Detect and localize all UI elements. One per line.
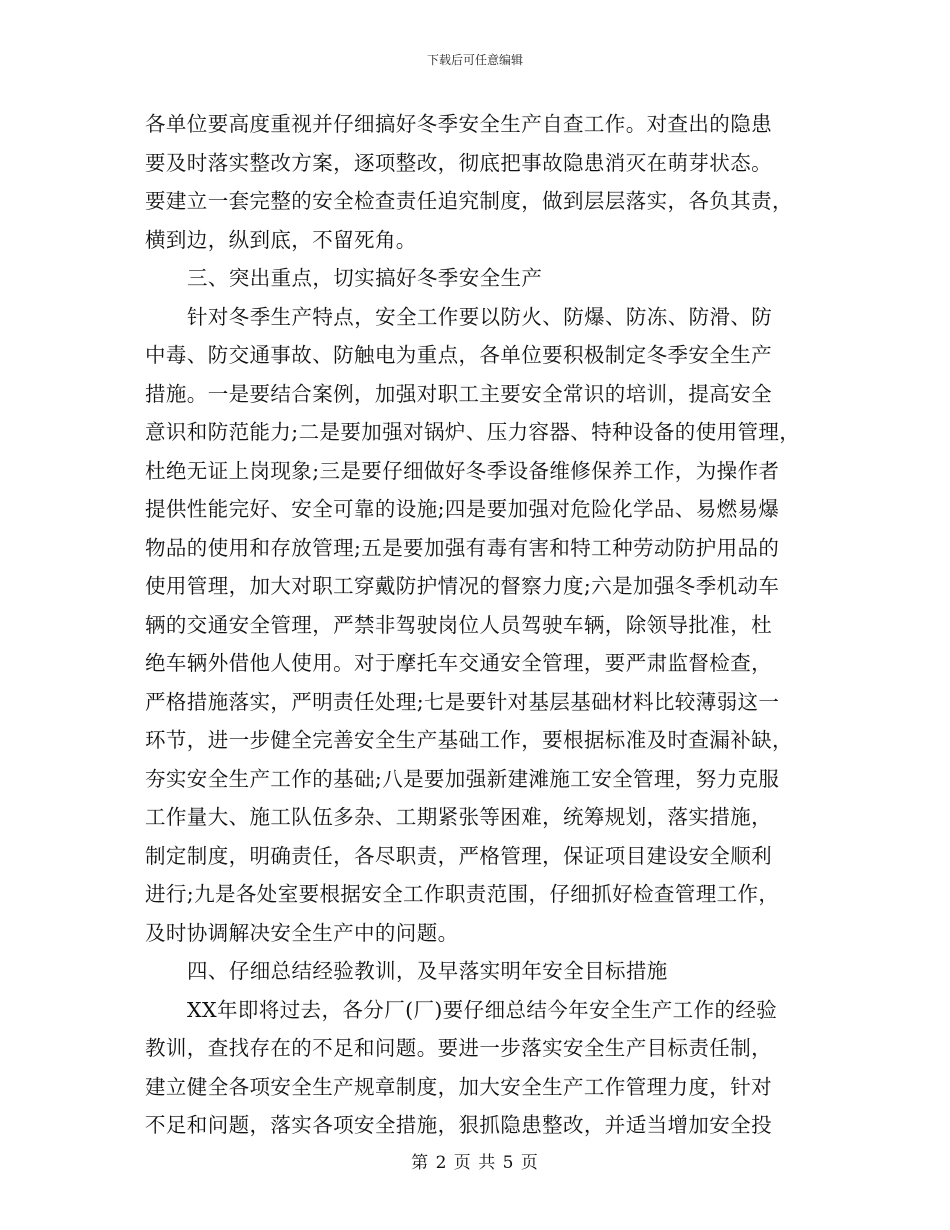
paragraph-line: 绝车辆外借他人使用。对于摩托车交通安全管理，要严肃监督检查，: [145, 651, 772, 675]
paragraph-line: 环节，进一步健全完善安全生产基础工作，要根据标准及时查漏补缺，: [145, 728, 793, 752]
paragraph-line: 要建立一套完整的安全检查责任追究制度，做到层层落实，各负其责，: [145, 189, 793, 213]
page-header-note: 下载后可任意编辑: [426, 53, 523, 67]
paragraph-line: 辆的交通安全管理，严禁非驾驶岗位人员驾驶车辆，除领导批准，杜: [145, 612, 772, 637]
paragraph-line: 教训，查找存在的不足和问题。要进一步落实安全生产目标责任制，: [145, 1036, 772, 1060]
page-footer: 第 2 页 共 5 页: [411, 1153, 539, 1173]
paragraph-line: 杜绝无证上岗现象;三是要仔细做好冬季设备维修保养工作，为操作者: [145, 458, 780, 483]
paragraph-line: 针对冬季生产特点，安全工作要以防火、防爆、防冻、防滑、防: [187, 304, 773, 329]
document-body: [145, 105, 825, 1145]
paragraph-line: 夯实安全生产工作的基础;八是要加强新建滩施工安全管理，努力克服: [145, 766, 780, 791]
paragraph-line: 不足和问题，落实各项安全措施，狠抓隐患整改，并适当增加安全投: [145, 1113, 772, 1137]
paragraph-line: 建立健全各项安全生产规章制度，加大安全生产工作管理力度，针对: [145, 1074, 772, 1099]
paragraph-line: 意识和防范能力;二是要加强对锅炉、压力容器、特种设备的使用管理，: [145, 420, 801, 444]
paragraph-line: 要及时落实整改方案，逐项整改，彻底把事故隐患消灭在萌芽状态。: [145, 150, 772, 175]
paragraph-line: 进行;九是各处室要根据安全工作职责范围，仔细抓好检查管理工作，: [145, 882, 780, 906]
paragraph-line: 各单位要高度重视并仔细搞好冬季安全生产自查工作。对查出的隐患: [145, 112, 772, 136]
paragraph-line: 横到边，纵到底，不留死角。: [145, 227, 417, 252]
paragraph-line: XX年即将过去，各分厂(厂)要仔细总结今年安全生产工作的经验: [187, 997, 778, 1022]
paragraph-line: 措施。一是要结合案例，加强对职工主要安全常识的培训，提高安全: [145, 381, 772, 406]
paragraph-line: 制定制度，明确责任，各尽职责，严格管理，保证项目建设安全顺利: [145, 843, 772, 868]
paragraph-line: 严格措施落实，严明责任处理;七是要针对基层基础材料比较薄弱这一: [145, 689, 780, 714]
paragraph-line: 提供性能完好、安全可靠的设施;四是要加强对危险化学品、易燃易爆: [145, 497, 780, 521]
section-heading: 三、突出重点，切实搞好冬季安全生产: [187, 266, 543, 290]
paragraph-line: 及时协调解决安全生产中的问题。: [145, 920, 459, 945]
section-heading: 四、仔细总结经验教训，及早落实明年安全目标措施: [187, 959, 668, 983]
paragraph-line: 物品的使用和存放管理;五是要加强有毒有害和特工种劳动防护用品的: [145, 535, 780, 560]
paragraph-line: 中毒、防交通事故、防触电为重点，各单位要积极制定冬季安全生产: [145, 343, 772, 367]
paragraph-line: 工作量大、施工队伍多杂、工期紧张等困难，统筹规划，落实措施，: [145, 805, 772, 829]
paragraph-line: 使用管理，加大对职工穿戴防护情况的督察力度;六是加强冬季机动车: [145, 574, 780, 598]
